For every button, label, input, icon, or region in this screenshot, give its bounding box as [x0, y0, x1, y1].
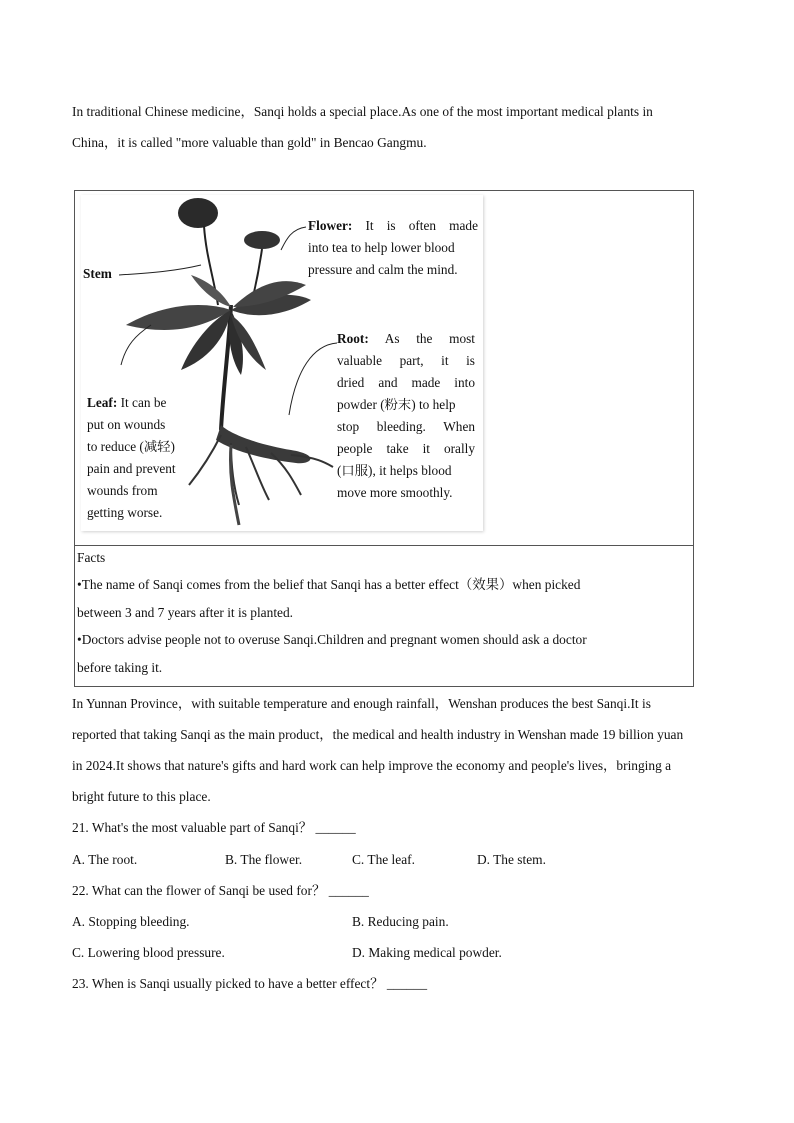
fact-line: between 3 and 7 years after it is planted.: [77, 605, 294, 620]
q22-option-b: B. Reducing pain.: [352, 914, 449, 929]
fact-line: •The name of Sanqi comes from the belief that Sanqi has a better effect（效果）when picked: [77, 577, 581, 592]
question-22: 22. What can the flower of Sanqi be used for？ ______: [72, 883, 369, 898]
q22-option-c: C. Lowering blood pressure.: [72, 945, 225, 960]
facts-section: [75, 545, 693, 687]
intro-line-1: In traditional Chinese medicine，Sanqi holds a special place.As one of the most important medical plants in: [72, 104, 653, 119]
flower-head-icon: [178, 198, 218, 228]
q21-option-c: C. The leaf.: [352, 852, 415, 867]
facts-heading: Facts: [77, 550, 106, 565]
flower-head-icon: [244, 231, 280, 249]
q22-option-d: D. Making medical powder.: [352, 945, 502, 960]
sanqi-plant-figure: [81, 195, 483, 531]
leaf-callout: Leaf: It can be put on wounds to reduce (减轻) pain and prevent wounds from getting worse.: [87, 395, 176, 520]
question-23: 23. When is Sanqi usually picked to have a better effect？ ______: [72, 976, 428, 991]
intro-line-2: China，it is called "more valuable than gold" in Bencao Gangmu.: [72, 135, 427, 150]
q21-option-b: B. The flower.: [225, 852, 303, 867]
flower-callout: Flower: It is often made into tea to help lower blood pressure and calm the mind.: [308, 218, 478, 277]
body-line: In Yunnan Province，with suitable temperature and enough rainfall，Wenshan produces the best Sanqi.It is: [72, 696, 651, 711]
question-21: 21. What's the most valuable part of Sanqi？ ______: [72, 820, 356, 835]
body-line: reported that taking Sanqi as the main product，the medical and health industry in Wenshan made 19 billion yuan: [72, 727, 684, 742]
q21-option-d: D. The stem.: [477, 852, 546, 867]
body-line: bright future to this place.: [72, 789, 211, 804]
root-callout: Root: As the most valuable part, it is dried and made into powder (粉末) to help stop bleeding. When people take it orally (口服), it helps blood move more smoothly.: [337, 331, 476, 500]
fact-line: •Doctors advise people not to overuse Sanqi.Children and pregnant women should ask a doctor: [77, 632, 587, 647]
q21-option-a: A. The root.: [72, 852, 138, 867]
stem-label: Stem: [83, 266, 112, 281]
fact-line: before taking it.: [77, 660, 163, 675]
info-box: [74, 190, 694, 687]
q22-option-a: A. Stopping bleeding.: [72, 914, 190, 929]
body-line: in 2024.It shows that nature's gifts and hard work can help improve the economy and people's lives，bringing a: [72, 758, 672, 773]
